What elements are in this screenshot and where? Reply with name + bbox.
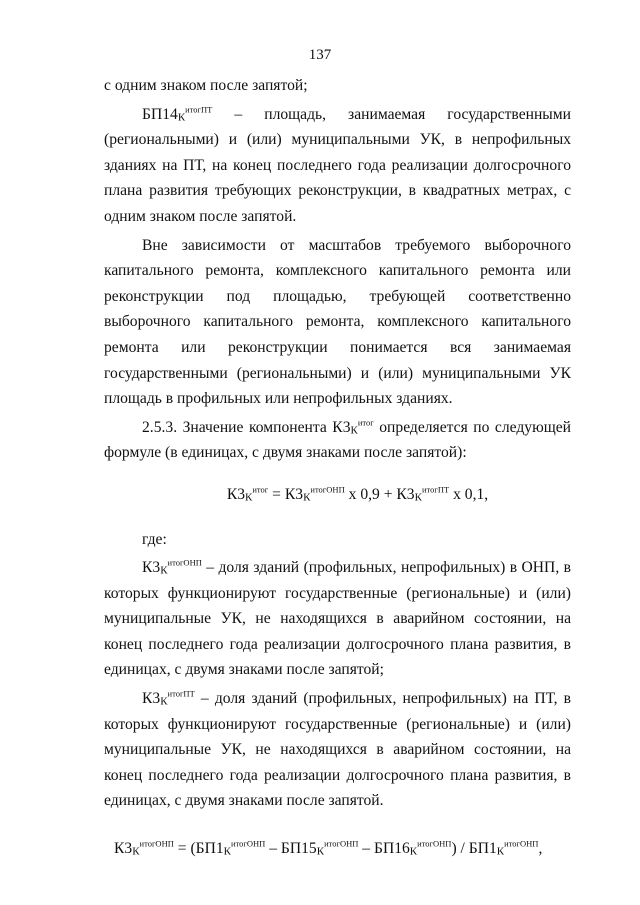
paragraph-k3-onp-definition xyxy=(104,555,571,683)
formula-superscript: итогОНП xyxy=(324,838,359,849)
symbol-superscript: итогОНП xyxy=(167,557,202,568)
formula-k3-itog-onp xyxy=(104,836,571,862)
paragraph-bp14-definition xyxy=(104,102,571,230)
symbol-subscript: К xyxy=(177,111,186,124)
formula-operator: = xyxy=(268,485,285,503)
formula-term: К3 xyxy=(284,485,304,503)
formula-subscript: К xyxy=(316,845,325,858)
formula-operator: = xyxy=(173,840,191,858)
formula-term: К3 xyxy=(226,485,246,503)
symbol-base: БП14 xyxy=(142,105,178,123)
formula-punctuation: , xyxy=(538,840,543,858)
definition-text: – доля зданий (профильных, непрофильных) на ПТ, в которых функционируют государственные (региональные) и (или) муниципальные УК, не находящихся в аварийном состоянии, на конец последнего года реализации долгосрочного плана развития, в единицах, с двумя знаками после запятой. xyxy=(104,690,571,810)
formula-term: (БП1 xyxy=(190,840,224,858)
formula-superscript: итогОНП xyxy=(139,838,174,849)
formula-term: – БП15 xyxy=(265,840,317,858)
symbol-subscript: К xyxy=(350,424,358,437)
formula-operator: х 0,1, xyxy=(449,485,489,503)
formula-term: ) / БП1 xyxy=(451,840,497,858)
symbol-superscript: итог xyxy=(357,417,374,428)
paragraph-2-5-3 xyxy=(104,415,571,466)
symbol-k3-onp xyxy=(142,559,202,576)
paragraph-area-note: Вне зависимости от масштабов требуемого выборочного капитального ремонта, комплексного капитального ремонта или реконструкции под площадью, требующей соответственно выборочного капитального ремонта, комплексного капитального ремонта или реконструкции понимается вся занимаемая государственными (региональными) и (или) муниципальными УК площадь в профильных или непрофильных зданиях. xyxy=(104,236,571,408)
paragraph-text-start: 2.5.3. Значение компонента К3 xyxy=(142,418,351,436)
symbol-superscript: итогПТ xyxy=(185,104,213,115)
formula-subscript: К xyxy=(414,491,422,504)
formula-superscript: итогОНП xyxy=(417,838,452,849)
symbol-base: К3 xyxy=(142,690,161,708)
symbol-bp14 xyxy=(142,106,212,123)
paragraph-text-end: определяется по следующей формуле (в единицах, с двумя знаками после запятой): xyxy=(104,418,571,462)
paragraph-continuation: с одним знаком после запятой; xyxy=(104,77,308,94)
symbol-superscript: итогПТ xyxy=(167,688,195,699)
formula-operator: х 0,9 + xyxy=(344,485,397,503)
symbol-subscript: К xyxy=(160,695,168,708)
formula-superscript: итогОНП xyxy=(310,484,345,495)
document-body xyxy=(104,73,571,862)
formula-subscript: К xyxy=(132,845,140,858)
formula-term: К3 xyxy=(396,485,415,503)
formula-superscript: итогПТ xyxy=(421,484,450,495)
where-label: где: xyxy=(142,530,167,548)
symbol-k3-pt xyxy=(142,690,195,707)
definition-text: – доля зданий (профильных, непрофильных) в ОНП, в которых функционируют государственные (региональные) и (или) муниципальные УК, не находящихся в аварийном состоянии, на конец последнего года реализации долгосрочного плана развития, в единицах, с двумя знаками после запятой; xyxy=(104,559,571,679)
symbol-subscript: К xyxy=(160,564,168,577)
paragraph-k3-pt-definition xyxy=(104,686,571,814)
page-number: 137 xyxy=(308,47,332,63)
formula-subscript: К xyxy=(303,491,311,504)
formula-subscript: К xyxy=(245,491,253,504)
formula-subscript: К xyxy=(496,845,505,858)
formula-k3-itog xyxy=(104,482,571,508)
formula-term: – БП16 xyxy=(358,840,410,858)
definition-text: – площадь, занимаемая государственными (региональными) и (или) муниципальными УК, в непрофильных зданиях на ПТ, на конец последнего года реализации долгосрочного плана развития требующих реконструкции, в квадратных метрах, с одним знаком после запятой. xyxy=(104,105,571,225)
formula-subscript: К xyxy=(223,845,232,858)
formula-superscript: итогОНП xyxy=(231,838,266,849)
formula-superscript: итогОНП xyxy=(504,838,539,849)
symbol-base: К3 xyxy=(142,559,161,577)
formula-superscript: итог xyxy=(252,484,269,495)
formula-subscript: К xyxy=(409,845,418,858)
formula-term: К3 xyxy=(114,840,133,858)
